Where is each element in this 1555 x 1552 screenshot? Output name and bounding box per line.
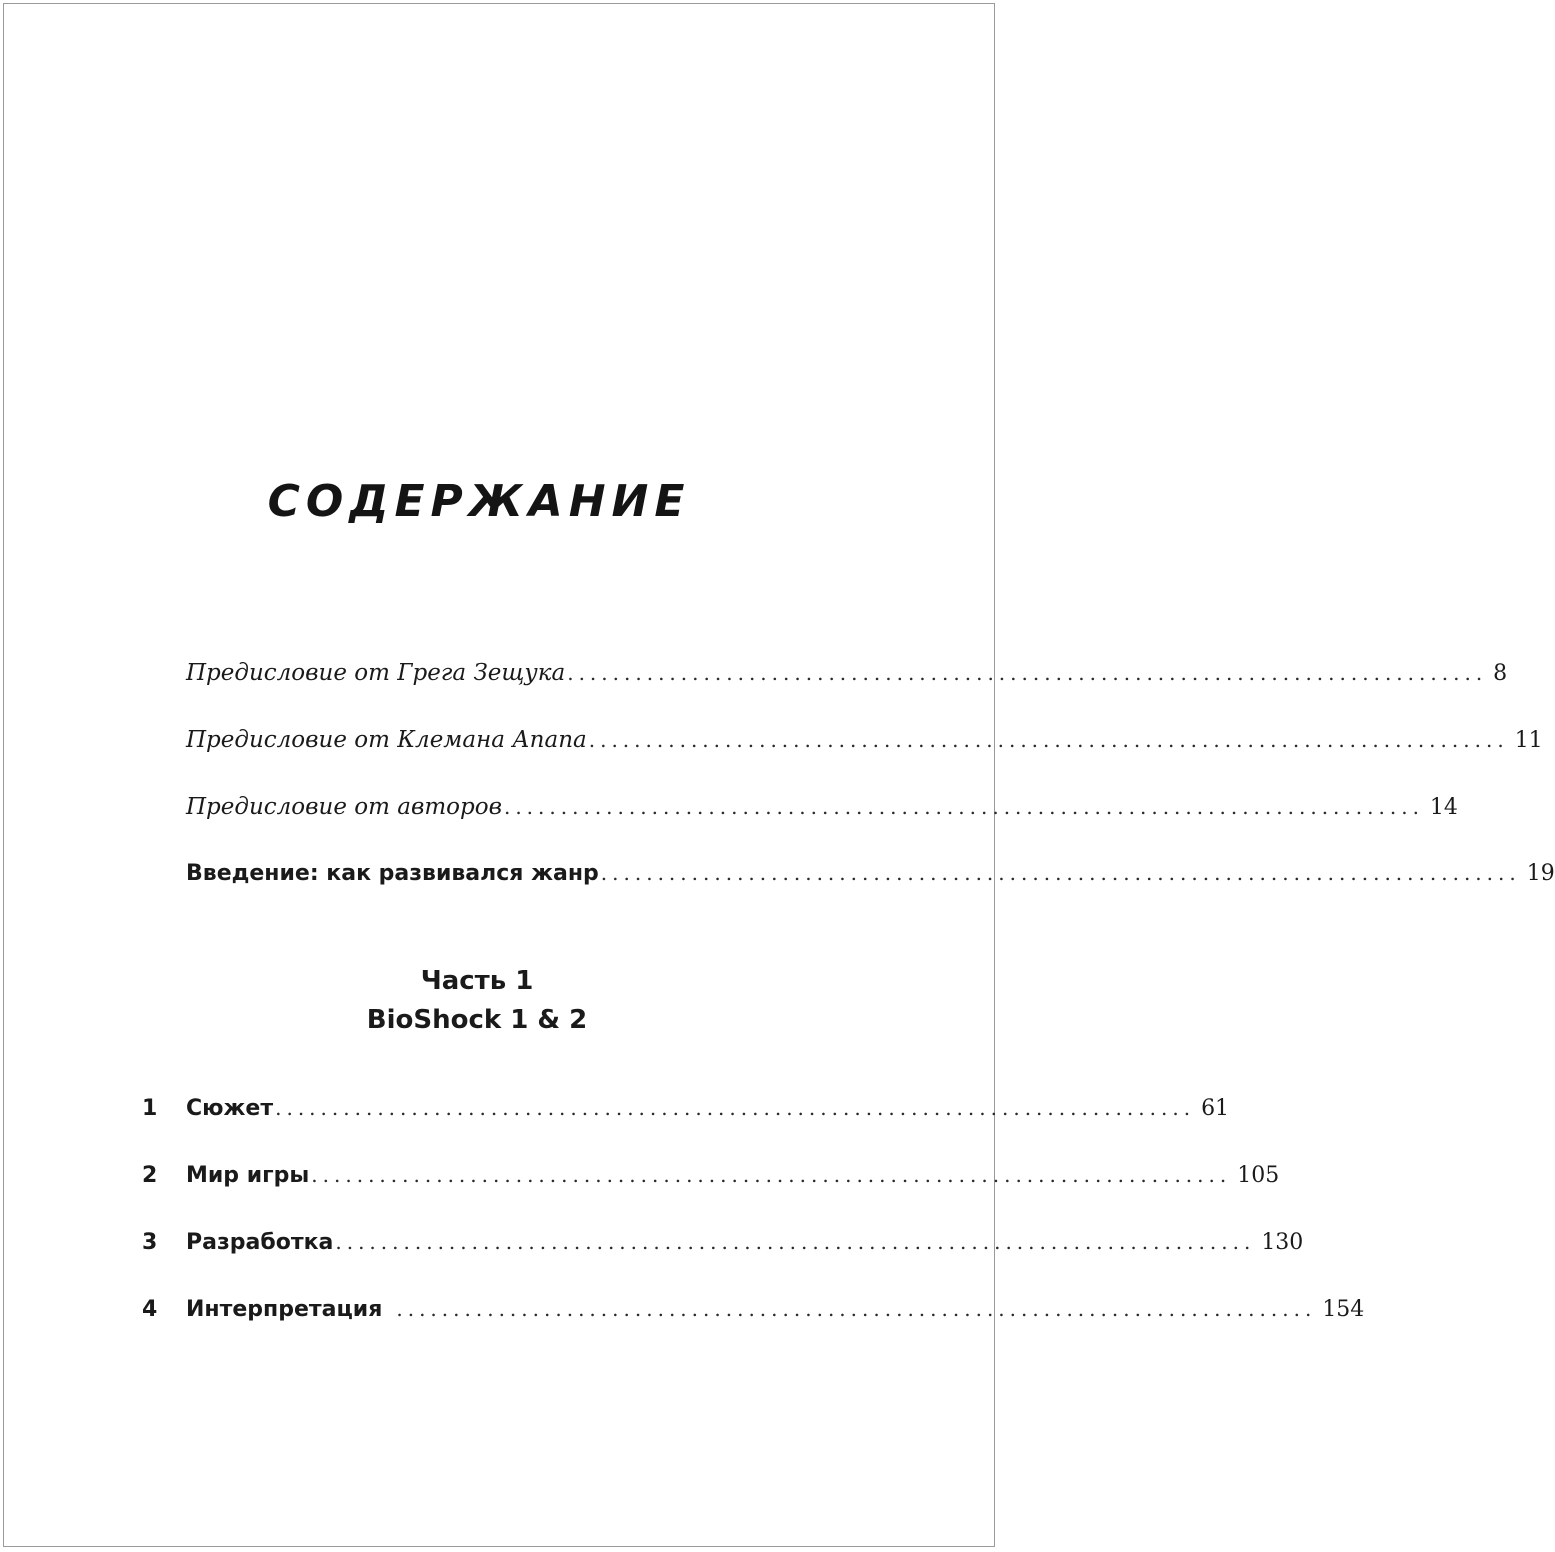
chapter-number: 4: [142, 1297, 158, 1322]
toc-entry-page: 14: [1429, 795, 1458, 820]
dot-leader: .................................................................................: [567, 661, 1488, 685]
toc-entry-label: Мир игры: [186, 1163, 310, 1188]
dot-leader: .................................................................................: [600, 861, 1521, 885]
page-title: СОДЕРЖАНИЕ: [267, 476, 691, 527]
chapter-number: 1: [142, 1096, 158, 1121]
toc-entry-page: 154: [1322, 1297, 1365, 1322]
dot-leader: .................................................................................: [588, 728, 1509, 752]
toc-entry-label: Предисловие от авторов: [186, 794, 502, 820]
dot-leader: .................................................................................: [335, 1230, 1256, 1254]
part-label: Часть 1: [420, 966, 534, 996]
toc-chapter-4[interactable]: [142, 1297, 1365, 1331]
chapter-number: 3: [142, 1230, 158, 1255]
toc-chapter-2[interactable]: [142, 1163, 1280, 1197]
dot-leader: .................................................................................: [396, 1297, 1317, 1321]
toc-entry-foreword-zeschuk[interactable]: [186, 660, 1508, 694]
toc-entry-introduction[interactable]: [186, 861, 1555, 895]
toc-chapter-1[interactable]: [142, 1096, 1230, 1130]
toc-entry-label: Предисловие от Грега Зещука: [186, 660, 566, 686]
toc-entry-page: 61: [1201, 1096, 1230, 1121]
toc-entry-page: 19: [1526, 861, 1555, 886]
toc-entry-label: Введение: как развивался жанр: [186, 861, 599, 886]
toc-entry-foreword-authors[interactable]: [186, 794, 1458, 828]
toc-entry-label: Сюжет: [186, 1096, 274, 1121]
dot-leader: .................................................................................: [311, 1163, 1232, 1187]
chapter-number: 2: [142, 1163, 158, 1188]
toc-entry-page: 130: [1261, 1230, 1304, 1255]
book-page: [3, 3, 1555, 1547]
toc-entry-label: Разработка: [186, 1230, 334, 1255]
toc-entry-page: 105: [1237, 1163, 1280, 1188]
toc-entry-page: 8: [1493, 661, 1508, 686]
dot-leader: .................................................................................: [503, 795, 1424, 819]
toc-entry-label: Интерпретация: [186, 1297, 383, 1322]
toc-chapter-3[interactable]: [142, 1230, 1304, 1264]
part-subtitle: BioShock 1 & 2: [366, 1005, 588, 1035]
toc-entry-label: Предисловие от Клемана Апапа: [186, 727, 587, 753]
dot-leader: .................................................................................: [275, 1096, 1196, 1120]
toc-entry-page: 11: [1514, 728, 1543, 753]
toc-entry-foreword-apap[interactable]: [186, 727, 1543, 761]
